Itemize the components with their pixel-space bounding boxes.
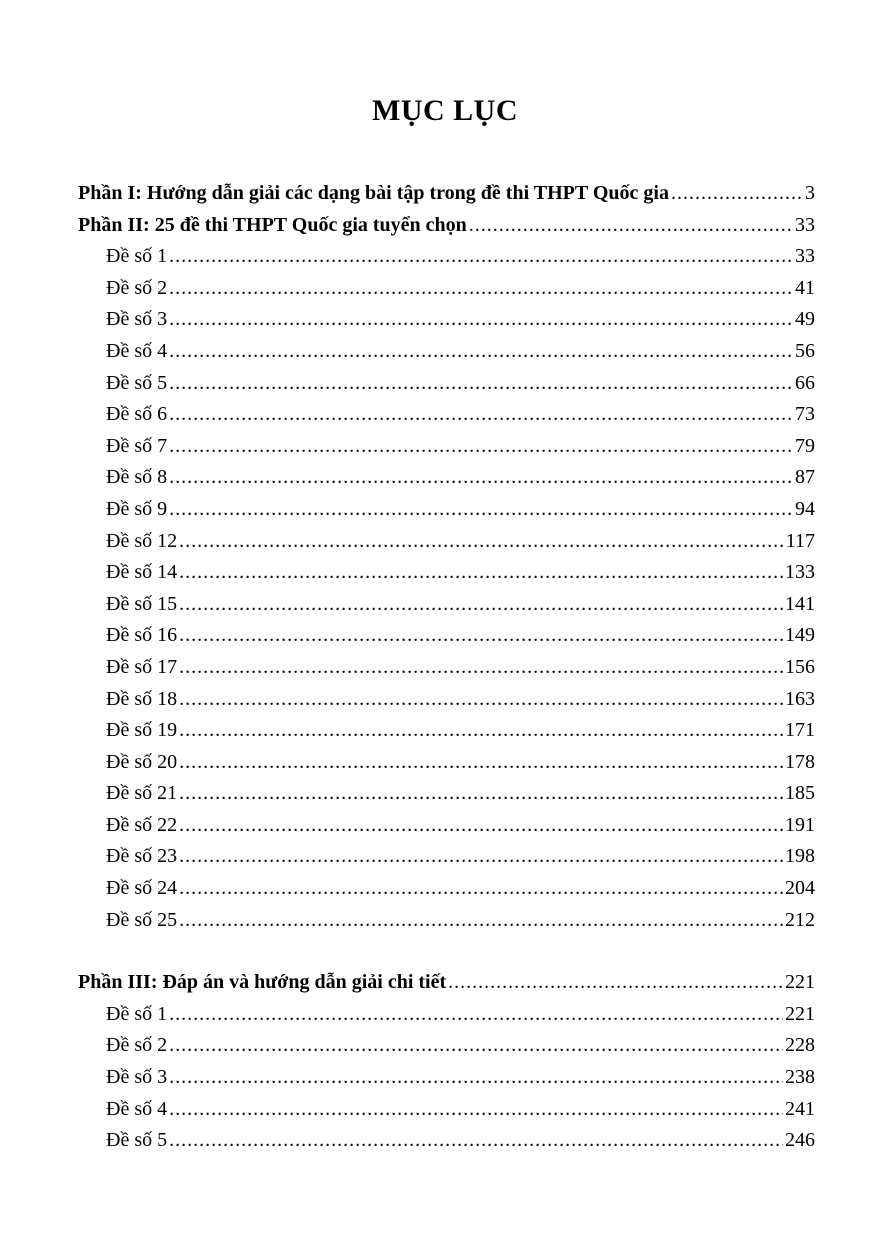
toc-item[interactable]	[78, 368, 815, 400]
toc-page-number: 3	[805, 182, 815, 204]
dot-leader	[179, 557, 783, 589]
toc-page-number: 228	[785, 1034, 815, 1057]
toc-page-number: 66	[795, 371, 815, 394]
toc-page-number: 163	[785, 687, 815, 710]
toc-entry-label: Đề số 6	[106, 403, 168, 426]
toc-entry-label: Đề số 21	[106, 782, 178, 805]
section-spacer	[78, 936, 815, 967]
toc-item[interactable]	[78, 1125, 815, 1157]
toc-entry-label: Đề số 5	[106, 1129, 168, 1152]
toc-entry-label: Đề số 4	[106, 339, 168, 362]
toc-section[interactable]	[78, 210, 815, 242]
toc-page-number: 33	[795, 245, 815, 268]
toc-page-number: 94	[795, 497, 815, 520]
toc-item[interactable]	[78, 999, 815, 1031]
toc-entry-label: Đề số 24	[106, 877, 178, 900]
toc-item[interactable]	[78, 431, 815, 463]
table-of-contents	[78, 178, 815, 1157]
toc-entry-label: Đề số 1	[106, 1002, 168, 1025]
toc-item[interactable]	[78, 652, 815, 684]
toc-entry-label: Đề số 2	[106, 276, 168, 299]
dot-leader	[169, 462, 793, 494]
dot-leader	[179, 747, 783, 779]
dot-leader	[448, 967, 783, 999]
toc-entry-label: Đề số 23	[106, 845, 178, 868]
toc-page-number: 117	[785, 529, 815, 552]
toc-entry-label: Đề số 15	[106, 592, 178, 615]
toc-item[interactable]	[78, 557, 815, 589]
toc-page-number: 191	[785, 813, 815, 836]
dot-leader	[179, 810, 783, 842]
toc-item[interactable]	[78, 778, 815, 810]
toc-entry-label: Đề số 19	[106, 719, 178, 742]
toc-page-number: 212	[785, 908, 815, 931]
toc-item[interactable]	[78, 336, 815, 368]
toc-entry-label: Đề số 9	[106, 497, 168, 520]
toc-entry-label: Đề số 7	[106, 434, 168, 457]
dot-leader	[671, 178, 803, 210]
toc-item[interactable]	[78, 810, 815, 842]
toc-entry-label: Đề số 4	[106, 1097, 168, 1120]
toc-page-number: 149	[785, 624, 815, 647]
toc-page-number: 238	[785, 1066, 815, 1089]
toc-entry-label: Đề số 8	[106, 466, 168, 489]
toc-page-number: 133	[785, 561, 815, 584]
page-title: MỤC LỤC	[372, 94, 518, 127]
dot-leader	[169, 1030, 783, 1062]
toc-entry-label: Đề số 16	[106, 624, 178, 647]
toc-page-number: 246	[785, 1129, 815, 1152]
toc-entry-label: Đề số 22	[106, 813, 178, 836]
toc-entry-label: Đề số 3	[106, 1066, 168, 1089]
dot-leader	[179, 526, 784, 558]
toc-page-number: 198	[785, 845, 815, 868]
dot-leader	[169, 1094, 783, 1126]
toc-item[interactable]	[78, 304, 815, 336]
dot-leader	[179, 873, 783, 905]
toc-entry-label: Đề số 2	[106, 1034, 168, 1057]
toc-item[interactable]	[78, 273, 815, 305]
toc-page-number: 56	[795, 339, 815, 362]
toc-entry-label: Đề số 12	[106, 529, 178, 552]
dot-leader	[169, 336, 793, 368]
toc-entry-label: Đề số 14	[106, 561, 178, 584]
toc-page-number: 49	[795, 308, 815, 331]
dot-leader	[169, 494, 793, 526]
toc-item[interactable]	[78, 1094, 815, 1126]
toc-entry-label: Đề số 1	[106, 245, 168, 268]
toc-item[interactable]	[78, 399, 815, 431]
toc-entry-label: Đề số 18	[106, 687, 178, 710]
toc-entry-label: Đề số 5	[106, 371, 168, 394]
toc-page-number: 178	[785, 750, 815, 773]
dot-leader	[179, 905, 783, 937]
toc-page-number: 73	[795, 403, 815, 426]
toc-item[interactable]	[78, 526, 815, 558]
dot-leader	[169, 399, 793, 431]
toc-item[interactable]	[78, 715, 815, 747]
dot-leader	[179, 589, 783, 621]
dot-leader	[179, 620, 783, 652]
toc-entry-label: Đề số 3	[106, 308, 168, 331]
toc-item[interactable]	[78, 684, 815, 716]
toc-page-number: 241	[785, 1097, 815, 1120]
toc-item[interactable]	[78, 905, 815, 937]
toc-entry-label: Đề số 20	[106, 750, 178, 773]
toc-page-number: 33	[795, 213, 815, 236]
toc-item[interactable]	[78, 747, 815, 779]
toc-item[interactable]	[78, 589, 815, 621]
toc-page-number: 221	[785, 971, 815, 994]
toc-page-number: 221	[785, 1002, 815, 1025]
toc-page-number: 141	[785, 592, 815, 615]
toc-entry-label: Đề số 25	[106, 908, 178, 931]
toc-entry-label: Phần I: Hướng dẫn giải các dạng bài tập trong đề thi THPT Quốc gia	[78, 182, 669, 204]
toc-item[interactable]	[78, 494, 815, 526]
dot-leader	[169, 368, 793, 400]
toc-page-number: 185	[785, 782, 815, 805]
toc-section[interactable]	[78, 967, 815, 999]
dot-leader	[169, 241, 793, 273]
toc-item[interactable]	[78, 241, 815, 273]
toc-entry-label: Phần III: Đáp án và hướng dẫn giải chi tiết	[78, 971, 447, 994]
toc-page-number: 171	[785, 719, 815, 742]
dot-leader	[169, 999, 783, 1031]
dot-leader	[179, 652, 783, 684]
toc-page-number: 156	[785, 655, 815, 678]
toc-entry-label: Đề số 17	[106, 655, 178, 678]
toc-item[interactable]	[78, 462, 815, 494]
dot-leader	[179, 684, 783, 716]
toc-item[interactable]	[78, 873, 815, 905]
toc-item[interactable]	[78, 1030, 815, 1062]
toc-item[interactable]	[78, 1062, 815, 1094]
dot-leader	[179, 715, 783, 747]
dot-leader	[469, 210, 793, 242]
toc-page-number: 41	[795, 276, 815, 299]
dot-leader	[169, 273, 793, 305]
dot-leader	[169, 304, 793, 336]
toc-section[interactable]	[78, 178, 815, 210]
dot-leader	[169, 1062, 783, 1094]
toc-item[interactable]	[78, 841, 815, 873]
dot-leader	[179, 778, 783, 810]
dot-leader	[179, 841, 783, 873]
dot-leader	[169, 1125, 783, 1157]
toc-page-number: 87	[795, 466, 815, 489]
toc-item[interactable]	[78, 620, 815, 652]
dot-leader	[169, 431, 793, 463]
toc-page-number: 79	[795, 434, 815, 457]
toc-page-number: 204	[785, 877, 815, 900]
toc-entry-label: Phần II: 25 đề thi THPT Quốc gia tuyển chọn	[78, 213, 467, 236]
